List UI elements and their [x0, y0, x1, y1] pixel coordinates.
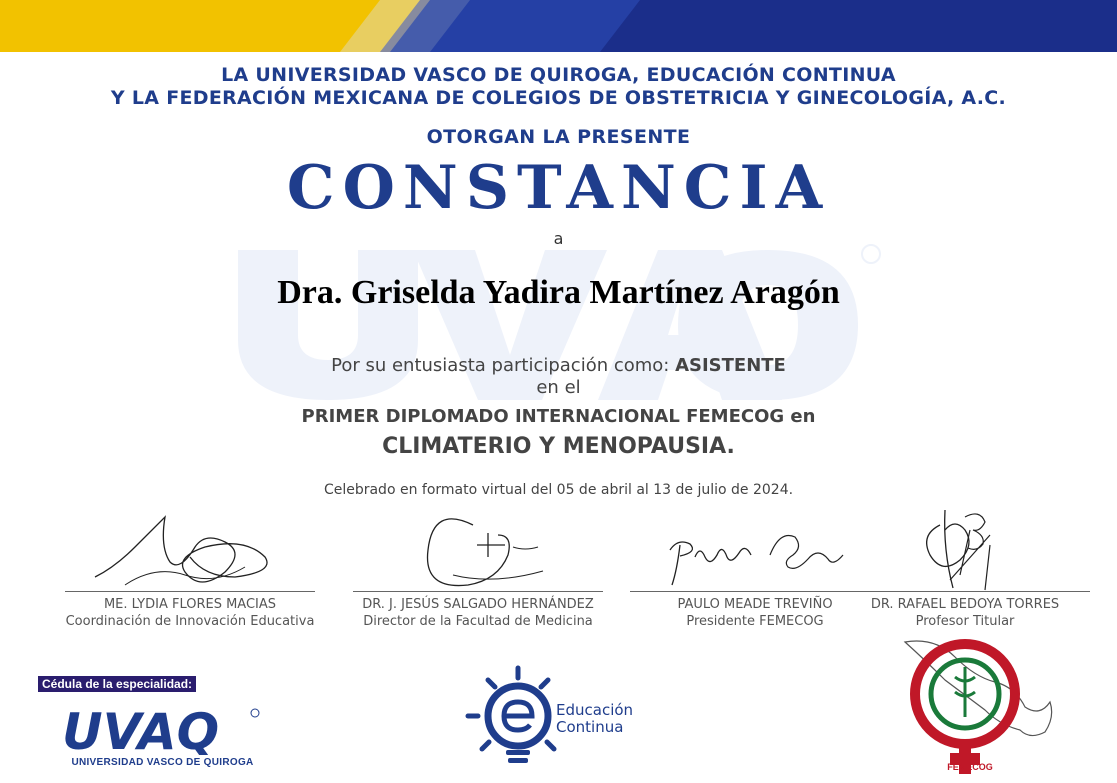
celebrated-line: Celebrado en formato virtual del 05 de abril al 13 de julio de 2024.	[323, 482, 794, 498]
signature-line-1	[65, 591, 315, 592]
participation-prefix: Por su entusiasta participación como:	[331, 355, 676, 376]
participation-line-2: en el	[536, 377, 581, 398]
to-label: a	[553, 229, 564, 248]
signature-block-1	[55, 505, 325, 630]
signature-image-4	[840, 505, 1090, 591]
uvaq-logo-text: UVAQ	[62, 705, 220, 755]
cedula-label: Cédula de la especialidad:	[38, 676, 196, 692]
otorgan-line: OTORGAN LA PRESENTE	[426, 126, 691, 148]
signature-image-1	[65, 505, 315, 591]
signer-role-1: Coordinación de Innovación Educativa	[65, 614, 315, 629]
uvaq-logo-mark	[60, 705, 265, 755]
uvaq-logo	[60, 705, 265, 768]
program-line-1: PRIMER DIPLOMADO INTERNACIONAL FEMECOG en	[301, 406, 816, 427]
femecog-logo	[900, 632, 1060, 780]
signer-name-1: ME. LYDIA FLORES MACIAS	[103, 597, 277, 612]
uvaq-logo-subtitle: UNIVERSIDAD VASCO DE QUIROGA	[71, 757, 254, 768]
femecog-label: FEMECOG	[947, 762, 993, 772]
signer-role-3: Presidente FEMECOG	[686, 614, 824, 629]
signer-role-2: Director de la Facultad de Medicina	[363, 614, 593, 629]
issuer-line-1: LA UNIVERSIDAD VASCO DE QUIROGA, EDUCACIÓN CONTINUA	[221, 64, 896, 86]
signature-block-4	[830, 505, 1100, 630]
participation-role: ASISTENTE	[675, 355, 786, 376]
edu-line-1: Educación	[556, 701, 634, 719]
signature-block-2	[343, 505, 613, 630]
educacion-continua-text	[556, 702, 633, 736]
signer-name-3: PAULO MEADE TREVIÑO	[677, 597, 833, 612]
signature-line-2	[353, 591, 603, 592]
signature-line-4	[840, 591, 1090, 592]
signer-name-4: DR. RAFAEL BEDOYA TORRES	[870, 597, 1060, 612]
edu-line-2: Continua	[556, 718, 624, 736]
certificate-title: CONSTANCIA	[286, 153, 831, 223]
top-banner	[0, 0, 1117, 52]
participation-block	[0, 355, 1117, 399]
signer-role-4: Profesor Titular	[915, 614, 1015, 629]
signer-name-2: DR. J. JESÚS SALGADO HERNÁNDEZ	[362, 597, 594, 612]
signature-image-2	[353, 505, 603, 591]
issuer-line-2: Y LA FEDERACIÓN MEXICANA DE COLEGIOS DE OBSTETRICIA Y GINECOLOGÍA, A.C.	[110, 87, 1007, 109]
program-line-2: CLIMATERIO Y MENOPAUSIA.	[382, 434, 735, 459]
issuer-block	[0, 64, 1117, 110]
recipient-name: Dra. Griselda Yadira Martínez Aragón	[277, 274, 840, 311]
